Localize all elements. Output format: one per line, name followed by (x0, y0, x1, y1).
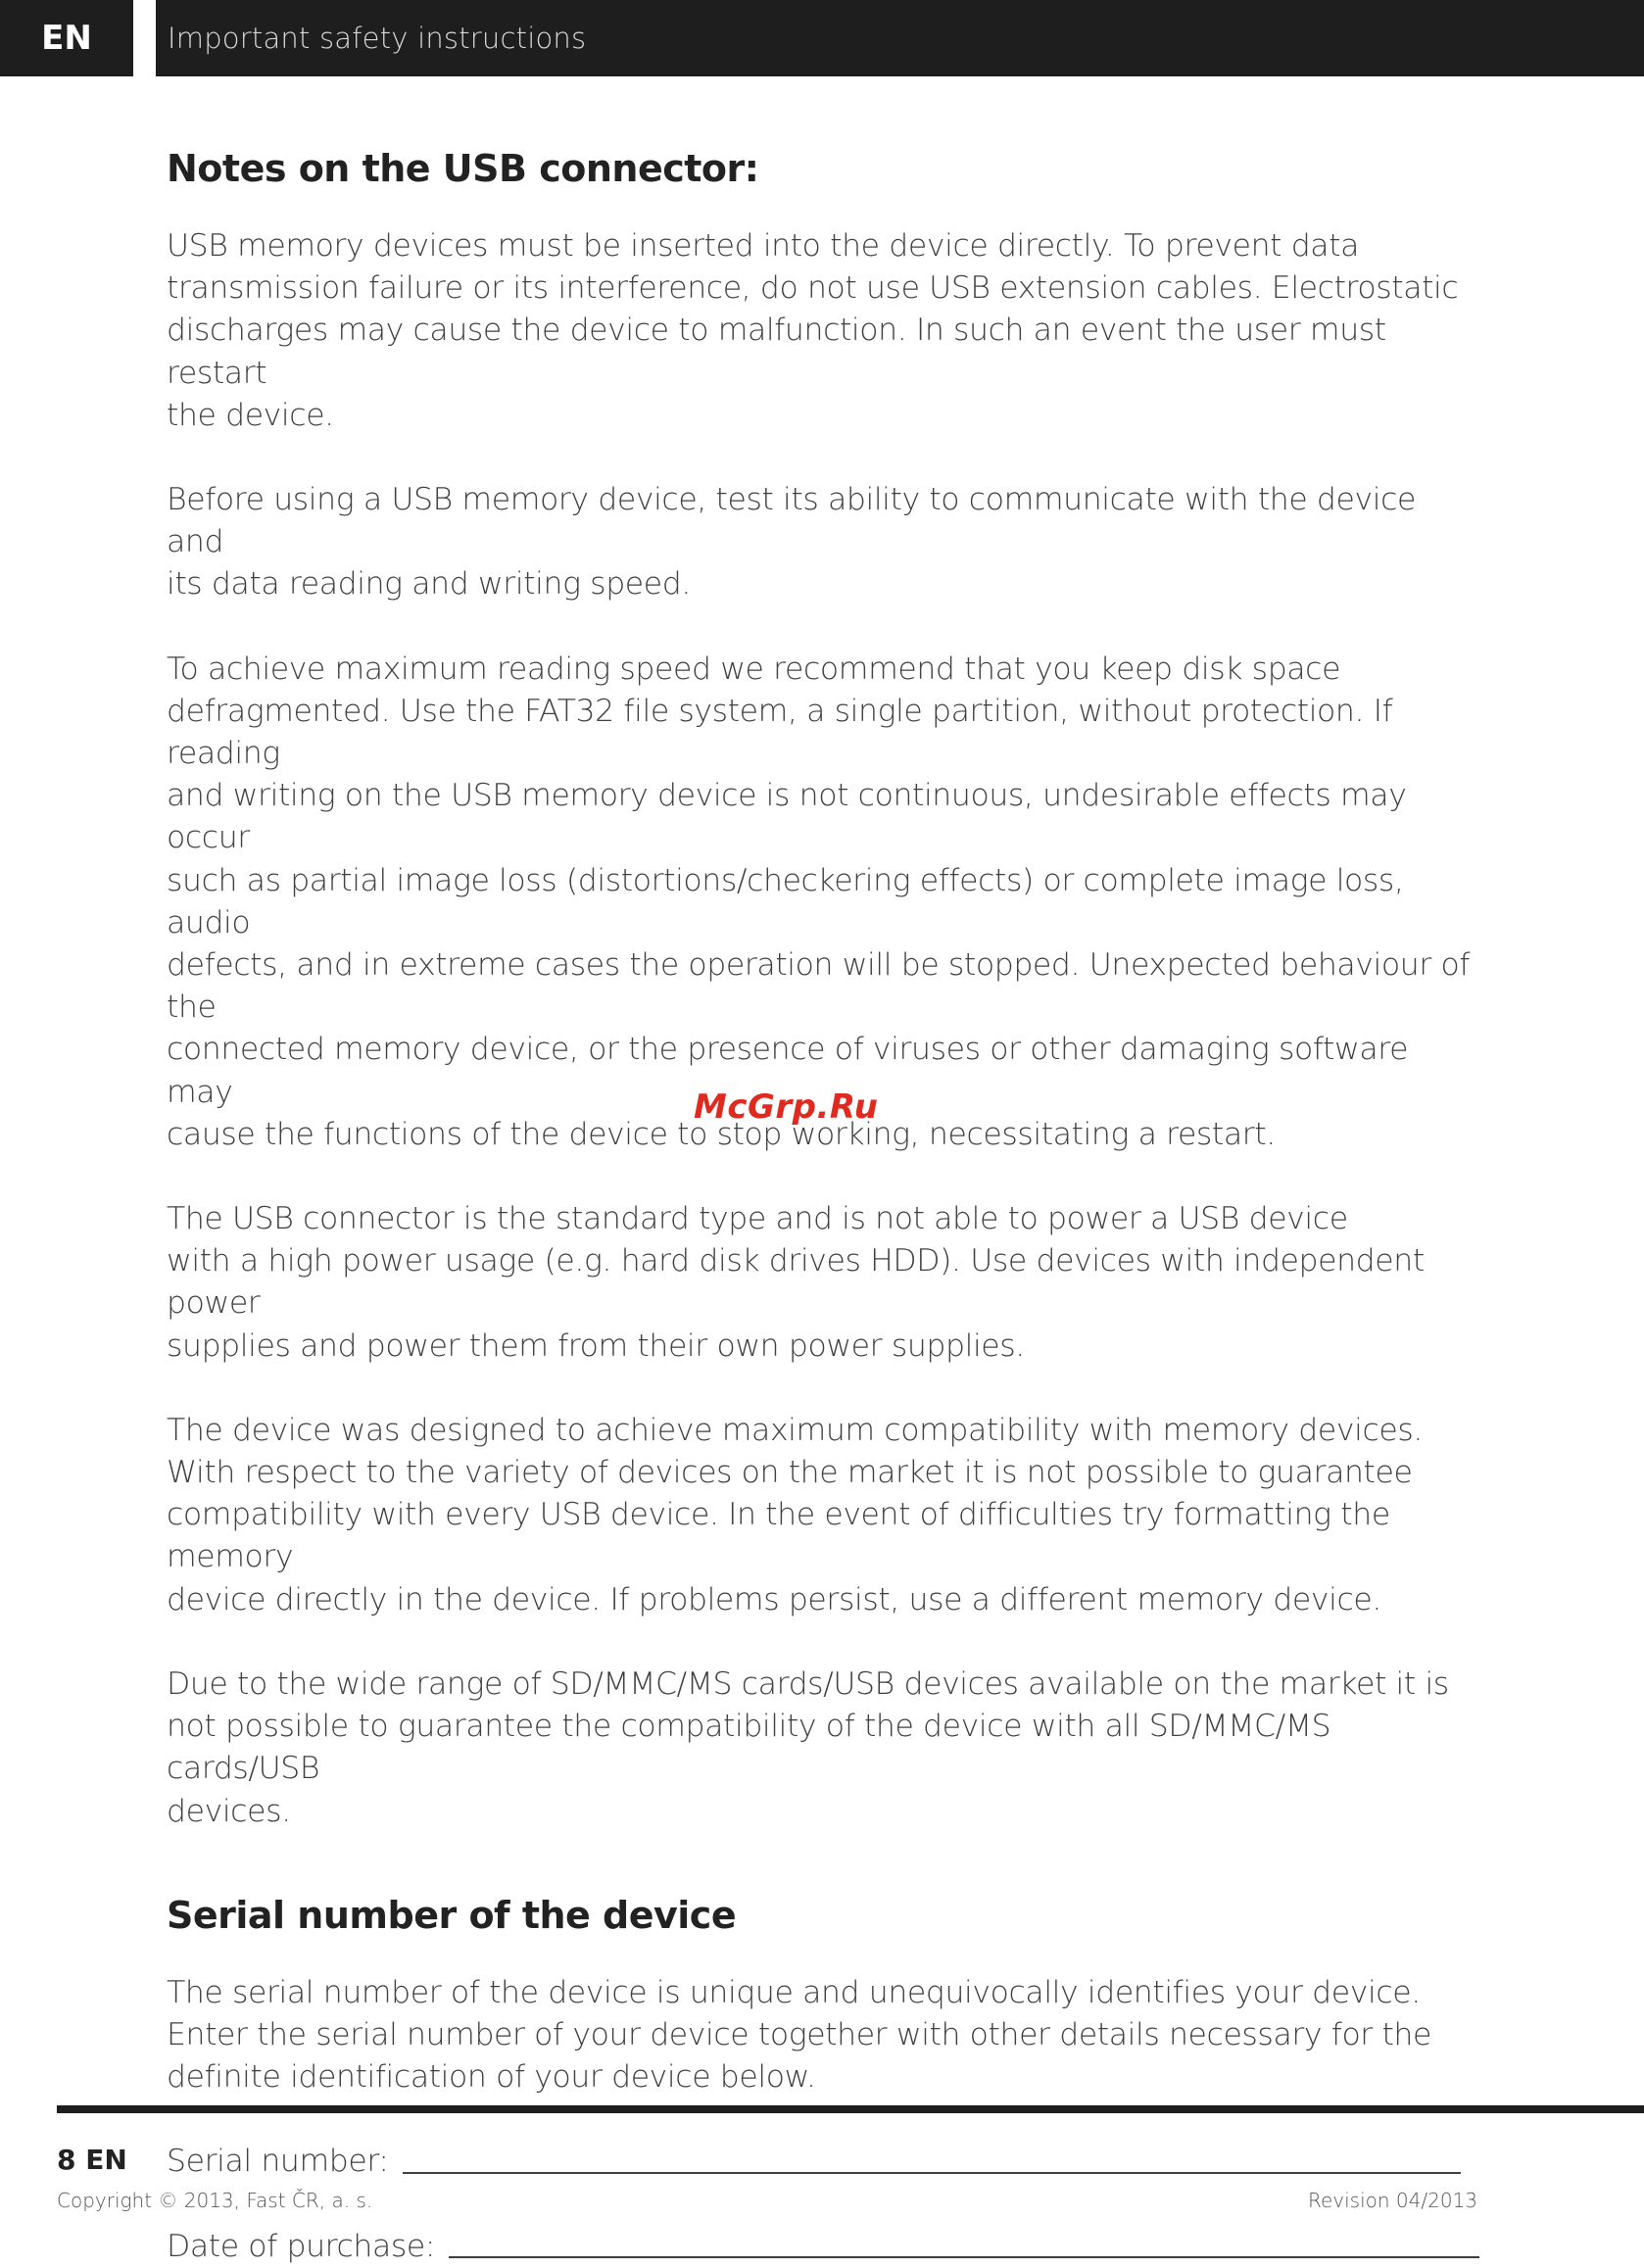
usb-paragraph-4: The USB connector is the standard type and is not able to power a USB device with a high power usage (e.g. hard disk drives HDD). Use devices with independent power supplies and power them from their own power supplies. (167, 1201, 1425, 1364)
usb-paragraph-3: To achieve maximum reading speed we recommend that you keep disk space defragmented. Use the FAT32 file system, a single partition, without protection. If reading and writing on the USB memory device is not continuous, undesirable effects may occur such as partial image loss (distortions/checkering effects) or complete image loss, audio defects, and in extreme cases the operation will be stopped. Unexpected behaviour of the connected memory device, or the presence of viruses or other damaging software may cause the functions of the device to stop working, necessitating a restart. (167, 651, 1471, 1152)
serial-number-line (403, 2172, 1461, 2174)
section-title: Important safety instructions (168, 22, 587, 55)
section-header (156, 0, 1644, 76)
footer-divider (57, 2105, 1644, 2113)
serial-paragraph: The serial number of the device is unique and unequivocally identifies your device. Enter the serial number of your device together with other details necessary for the definite identification of your device below. (167, 1974, 1431, 2096)
purchase-date-line (449, 2256, 1479, 2258)
page-content (167, 147, 1479, 2268)
usb-paragraph-1: USB memory devices must be inserted into the device directly. To prevent data transmission failure or its interference, do not use USB extension cables. Electrostatic discharges may cause the device to malfunction. In such an event the user must restart the device. (167, 228, 1459, 433)
serial-number-field (167, 2141, 1479, 2183)
usb-notes-heading: Notes on the USB connector: (167, 147, 759, 190)
page-number: 8 EN (57, 2144, 127, 2176)
revision-text: Revision 04/2013 (1307, 2189, 1477, 2212)
serial-heading: Serial number of the device (167, 1893, 737, 1937)
purchase-date-field (167, 2226, 1479, 2268)
purchase-date-label: Date of purchase: (167, 2228, 436, 2264)
usb-paragraph-5: The device was designed to achieve maximum compatibility with memory devices. With respect to the variety of devices on the market it is not possible to guarantee compatibility with every USB device. In the event of difficulties try formatting the memory device directly in the device. If problems persist, use a different memory device. (167, 1412, 1423, 1617)
language-tag: EN (0, 0, 133, 76)
watermark: McGrp.Ru (694, 1087, 879, 1127)
copyright-text: Copyright © 2013, Fast ČR, a. s. (57, 2189, 373, 2212)
serial-number-label: Serial number: (167, 2144, 389, 2180)
usb-paragraph-2: Before using a USB memory device, test its ability to communicate with the device and its data reading and writing speed. (167, 482, 1417, 603)
usb-paragraph-6: Due to the wide range of SD/MMC/MS cards/USB devices available on the market it is not possible to guarantee the compatibility of the device with all SD/MMC/MS cards/USB devices. (167, 1665, 1449, 1829)
